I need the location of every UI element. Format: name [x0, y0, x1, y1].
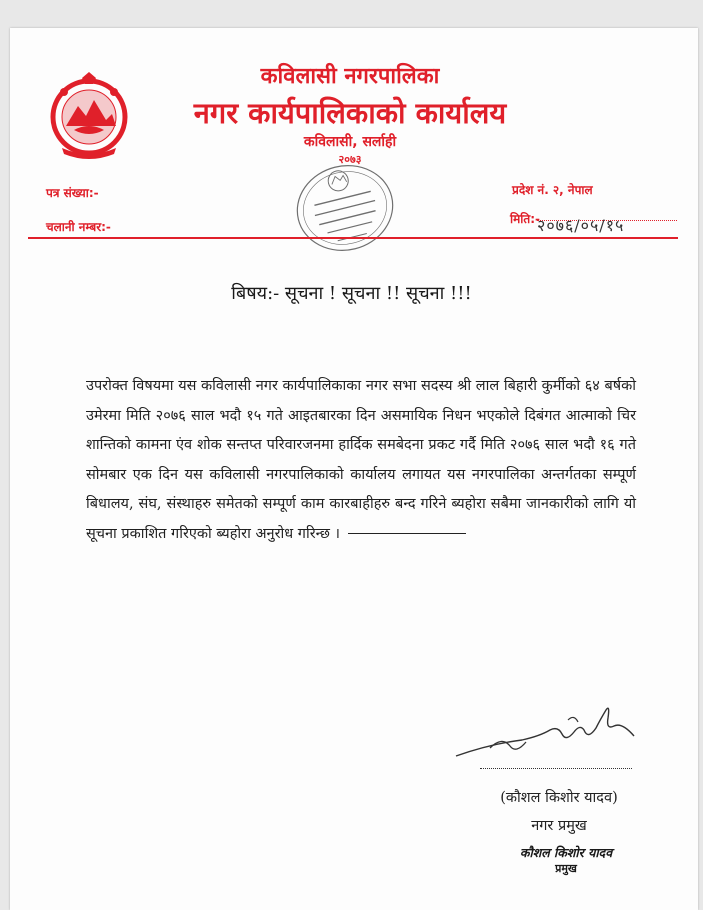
province-label: प्रदेश नं. २, नेपाल: [512, 183, 593, 197]
signatory-stamp-post: प्रमुख: [555, 862, 577, 875]
subject-heading: बिषय:- सूचना ! सूचना !! सूचना !!!: [231, 283, 472, 304]
office-title: नगर कार्यपालिकाको कार्यालय: [193, 96, 507, 130]
signatory-name: (कौशल किशोर यादव): [500, 790, 618, 806]
ref-number-label: पत्र संख्या:-: [46, 186, 99, 200]
dispatch-number-label: चलानी नम्बर:-: [46, 220, 111, 234]
notice-body-text: उपरोक्त विषयमा यस कविलासी नगर कार्यपालिकाका नगर सभा सदस्य श्री लाल बिहारी कुर्मीको ६४ बर्षको उमेरमा मिति २०७६ साल भदौ १५ गते आइतबारका दिन असमायिक निधन भएकोले दिबंगत आत्माको चिर शान्तिको कामना एंव शोक सन्तप्त परिवारजनमा हार्दिक समबेदना प्रकट गर्दै मिति २०७६ साल भदौ १६ गते सोमबार एक दिन यस कविलासी नगरपालिकाको कार्यालय लगायत यस नगरपालिका अन्तर्गतका सम्पूर्ण बिधालय, संघ, संस्थाहरु समेतको सम्पूर्ण काम कारबाहीहरु बन्द गरिने ब्यहोरा सबैमा जानकारीको लागि यो सूचना प्रकाशित गरिएको ब्यहोरा अनुरोध गरिन्छ ।: [86, 378, 636, 542]
notice-body: [86, 372, 636, 549]
closing-line: [348, 533, 466, 534]
municipality-name: कविलासी नगरपालिका: [260, 64, 440, 89]
office-seal-stamp: [290, 158, 400, 258]
date-label: मिति:-: [510, 212, 541, 226]
nepal-emblem-icon: [44, 70, 134, 160]
office-address: कविलासी, सर्लाही: [303, 134, 397, 150]
signatory-stamp-name: कौशल किशोर यादव: [519, 845, 613, 860]
handwritten-signature: [450, 700, 640, 770]
header-divider: [28, 237, 678, 239]
signatory-post: नगर प्रमुख: [531, 818, 587, 834]
established-year: २०७३: [338, 153, 362, 166]
signature-dotted-line: [480, 768, 632, 769]
date-value: २०७६/०५/१५: [537, 216, 625, 235]
